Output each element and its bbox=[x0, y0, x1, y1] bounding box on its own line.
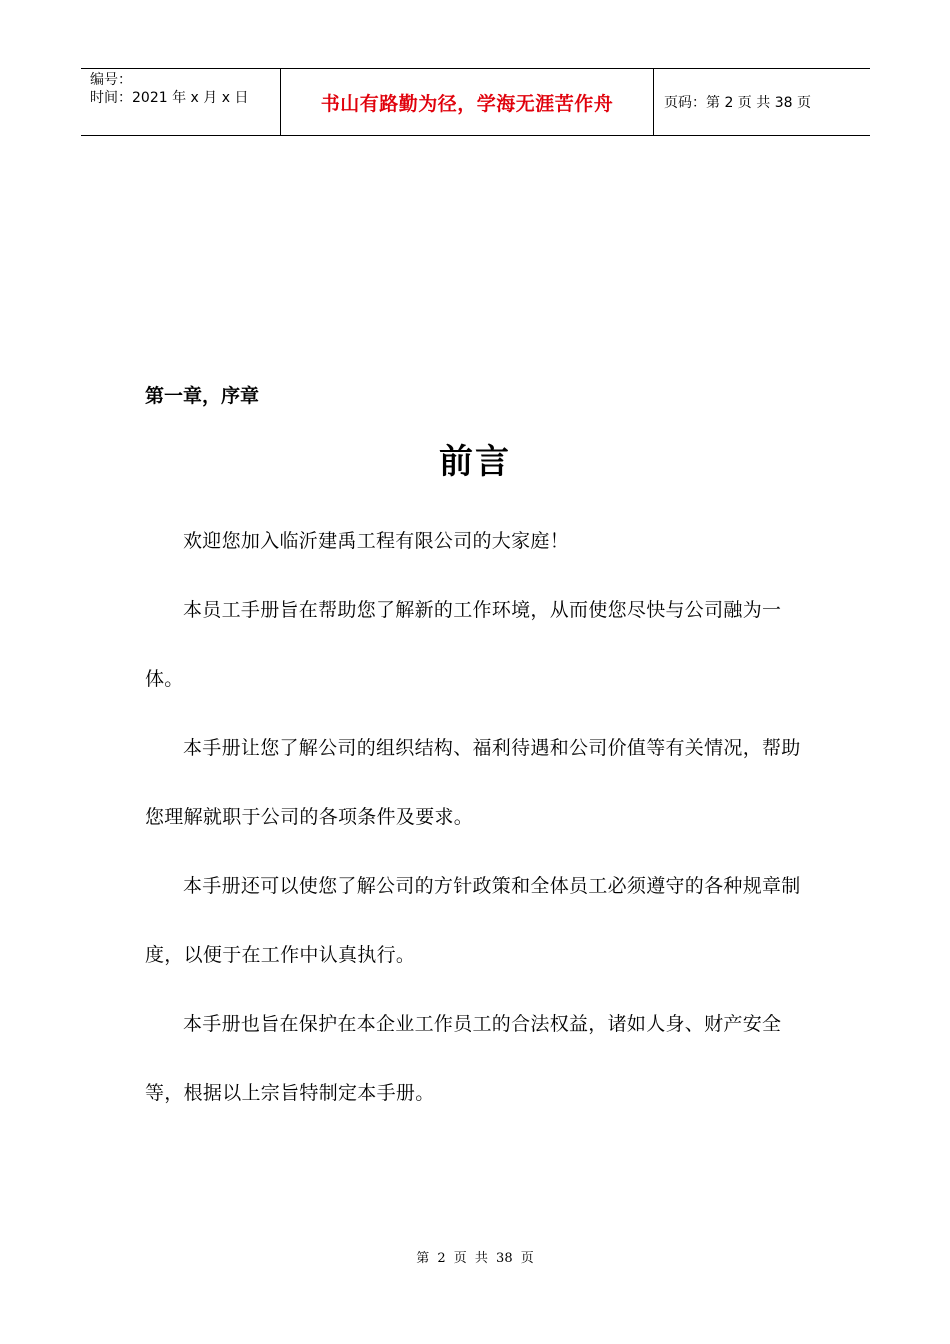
paragraph-policies: 本手册还可以使您了解公司的方针政策和全体员工必须遵守的各种规章制度，以便于在工作中认真执行。 bbox=[145, 875, 801, 966]
paragraph-rights: 本手册也旨在保护在本企业工作员工的合法权益，诸如人身、财产安全等，根据以上宗旨特制定本手册。 bbox=[145, 1013, 782, 1104]
preface-title: 前言 bbox=[439, 442, 511, 482]
chapter-title: 第一章，序章 bbox=[145, 385, 260, 407]
header-meta-cell bbox=[81, 69, 281, 135]
paragraph-welcome: 欢迎您加入临沂建禹工程有限公司的大家庭！ bbox=[183, 530, 570, 552]
paragraph-purpose: 本员工手册旨在帮助您了解新的工作环境，从而使您尽快与公司融为一体。 bbox=[145, 599, 782, 690]
document-date-label: 时间：2021 年 x 月 x 日 bbox=[90, 90, 249, 106]
header-motto: 书山有路勤为径，学海无涯苦作舟 bbox=[281, 69, 654, 135]
page-footer: 第 2 页 共 38 页 bbox=[416, 1251, 534, 1266]
paragraph-organization: 本手册让您了解公司的组织结构、福利待遇和公司价值等有关情况，帮助您理解就职于公司的各项条件及要求。 bbox=[145, 737, 801, 828]
document-number-label: 编号： bbox=[90, 72, 132, 88]
preface-body bbox=[145, 507, 805, 1128]
header-page-info: 页码：第 2 页 共 38 页 bbox=[664, 95, 811, 111]
header-table bbox=[81, 68, 870, 136]
